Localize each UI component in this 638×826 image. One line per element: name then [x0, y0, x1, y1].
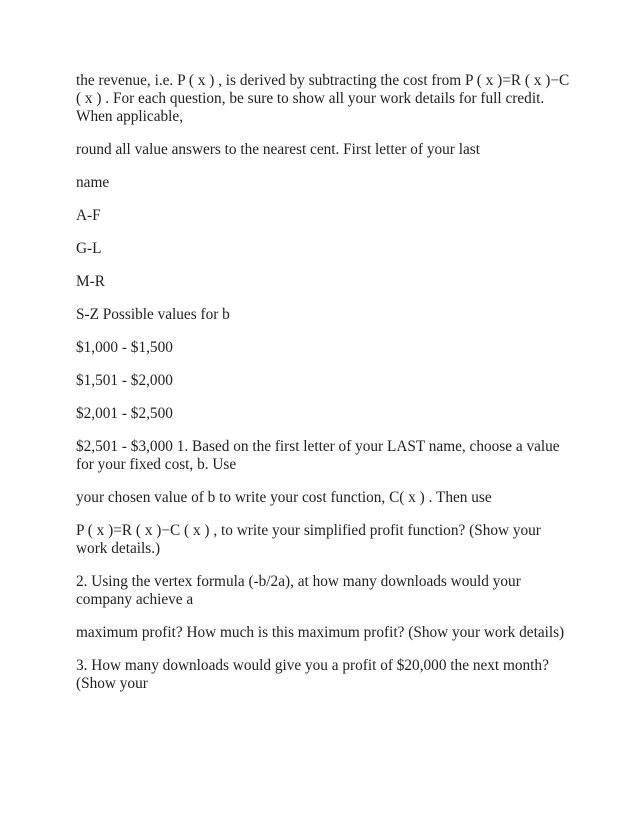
- letter-range-m-r: M-R: [76, 273, 105, 290]
- paragraph-rounding-instruction: round all value answers to the nearest cent. First letter of your last: [76, 141, 480, 158]
- letter-range-g-l: G-L: [76, 240, 102, 257]
- question-2-part-b: maximum profit? How much is this maximum profit? (Show your work details): [76, 624, 565, 641]
- letter-range-s-z: S-Z Possible values for b: [76, 306, 230, 323]
- question-1-part-c: P ( x )=R ( x )−C ( x ) , to write your simplified profit function? (Show your work details.): [76, 522, 541, 557]
- value-range-1: $1,000 - $1,500: [76, 339, 173, 356]
- question-2-part-a: 2. Using the vertex formula (-b/2a), at how many downloads would your company achieve a: [76, 573, 521, 608]
- paragraph-profit-definition: the revenue, i.e. P ( x ) , is derived by subtracting the cost from P ( x )=R ( x )−C ( x ) . For each question, be sure to show all your work details for full credit. When applicable,: [76, 72, 570, 125]
- paragraph-name: name: [76, 174, 110, 191]
- value-range-3: $2,001 - $2,500: [76, 405, 173, 422]
- document-body: [76, 72, 576, 708]
- question-1-part-b: your chosen value of b to write your cost function, C( x ) . Then use: [76, 489, 492, 506]
- question-1-part-a: $2,501 - $3,000 1. Based on the first letter of your LAST name, choose a value for your fixed cost, b. Use: [76, 438, 560, 473]
- value-range-2: $1,501 - $2,000: [76, 372, 173, 389]
- question-3: 3. How many downloads would give you a profit of $20,000 the next month? (Show your: [76, 657, 549, 692]
- letter-range-a-f: A-F: [76, 207, 101, 224]
